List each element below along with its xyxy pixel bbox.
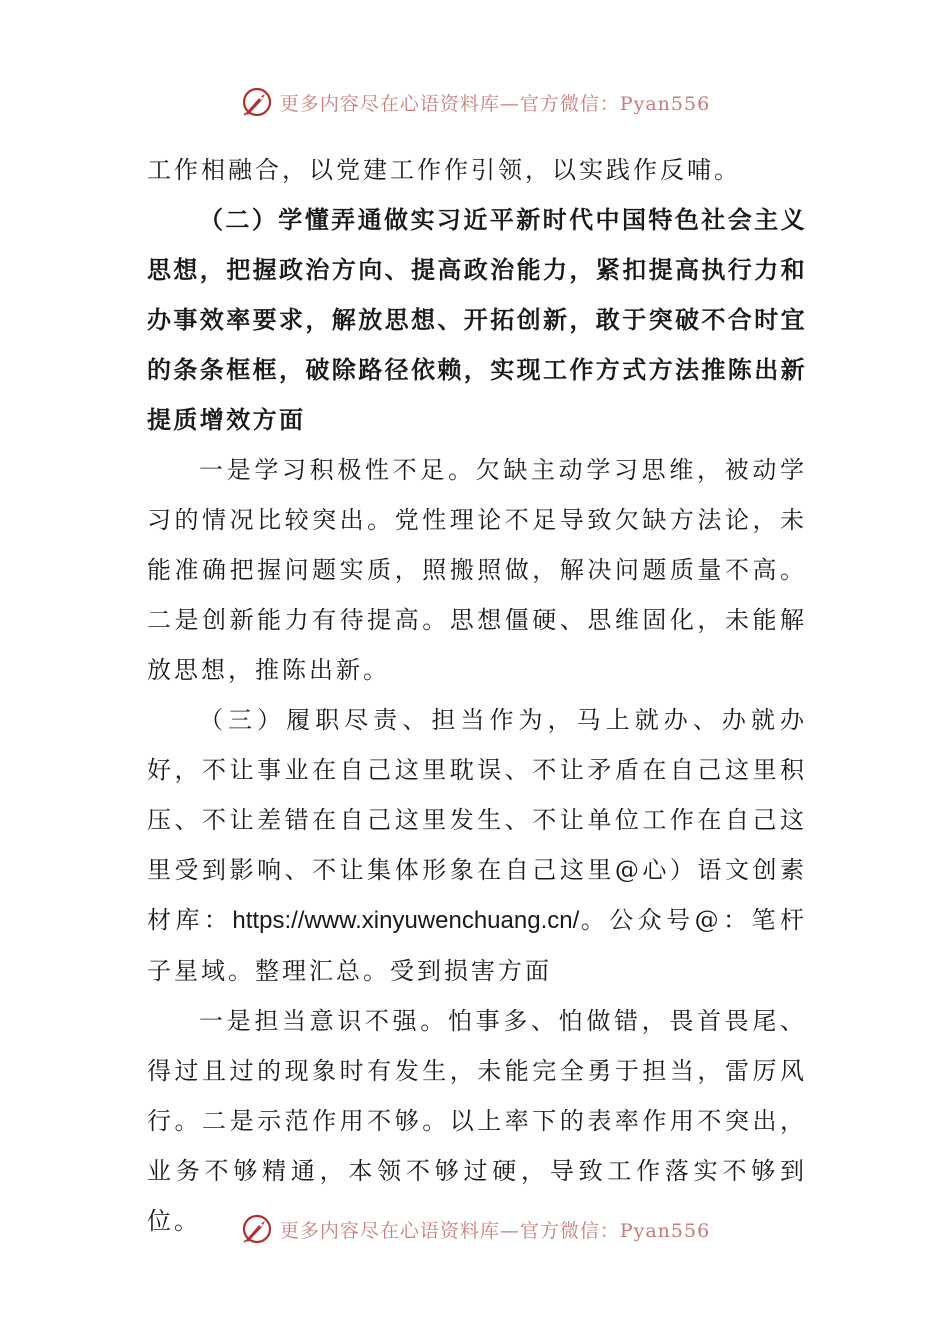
footer-banner (0, 1209, 950, 1249)
header-banner-text: 更多内容尽在心语资料库—官方微信：Pyan556 (279, 92, 711, 115)
section-3-text: （三）履职尽责、担当作为，马上就办、办就办好，不让事业在自己这里耽误、不让矛盾在自己这里积压、不让差错在自己这里发生、不让单位工作在自己这里受到影响、不让集体形象在自己这里@心）语文创素材库： (147, 706, 807, 934)
header-banner (0, 82, 950, 122)
source-url-link[interactable]: https://www.xinyuwenchuang.cn/ (232, 907, 580, 934)
section-3-tail: 。公众号@：笔杆子星域。整理汇总。受到损害方面 (147, 906, 808, 985)
section-heading-3 (147, 695, 807, 996)
footer-banner-text: 更多内容尽在心语资料库—官方微信：Pyan556 (279, 1219, 711, 1242)
section-heading-2: （二）学懂弄通做实习近平新时代中国特色社会主义思想，把握政治方向、提高政治能力，紧扣提高执行力和办事效率要求，解放思想、开拓创新，敢于突破不合时宜的条条框框，破除路径依赖，实现工作方式方法推陈出新提质增效方面 (147, 205, 807, 434)
paragraph-learning-issues: 一是学习积极性不足。欠缺主动学习思维，被动学习的情况比较突出。党性理论不足导致欠缺方法论，未能准确把握问题实质，照搬照做，解决问题质量不高。二是创新能力有待提高。思想僵硬、思维固化，未能解放思想，推陈出新。 (147, 456, 807, 684)
paragraph-responsibility-issues: 一是担当意识不强。怕事多、怕做错，畏首畏尾、得过且过的现象时有发生，未能完全勇于担当，雷厉风行。二是示范作用不够。以上率下的表率作用不突出，业务不够精通，本领不够过硬，导致工作落实不够到位。 (147, 1007, 807, 1235)
document-body (147, 145, 807, 1246)
pen-nib-logo-icon (240, 85, 274, 119)
paragraph-continuation: 工作相融合，以党建工作作引领，以实践作反哺。 (147, 156, 741, 184)
pen-nib-logo-icon (240, 1212, 274, 1246)
